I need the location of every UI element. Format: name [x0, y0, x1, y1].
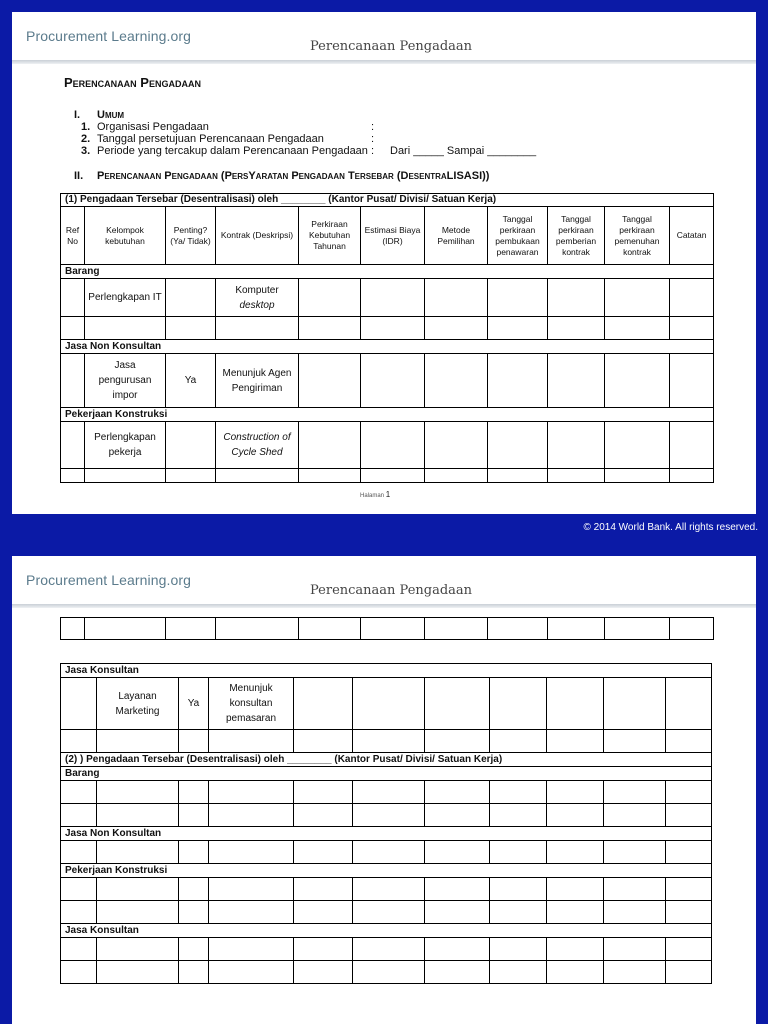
section-2-number: II. — [74, 170, 84, 182]
item-colon: : — [371, 121, 375, 133]
item-number: 2. — [81, 133, 91, 145]
period-range: Dari _____ Sampai ________ — [390, 145, 537, 157]
table-row — [61, 678, 712, 730]
cell-kontrak: Menunjuk Agen Pengiriman — [216, 354, 299, 408]
group-barang: Barang — [61, 265, 714, 279]
umum-item-3 — [81, 145, 561, 158]
table-row — [61, 804, 712, 827]
group-jasa-konsultan: Jasa Konsultan — [61, 924, 712, 938]
page-label: Halaman — [360, 493, 385, 499]
procurement-table-1 — [60, 193, 714, 483]
header-divider — [12, 60, 756, 64]
cell-kelompok: Perlengkapan IT — [85, 279, 166, 317]
table-row — [61, 938, 712, 961]
cell-penting: Ya — [179, 678, 209, 730]
procurement-table-1-continued — [60, 617, 714, 640]
cell-penting: Ya — [166, 354, 216, 408]
section-2-title: Perencanaan Pengadaan (PersYaratan Pengadaan Tersebar (DesentraLISASI)) — [97, 170, 490, 182]
item-number: 1. — [81, 121, 91, 133]
col-header-metode: Metode Pemilihan — [425, 207, 488, 265]
kontrak-line-2: desktop — [239, 299, 275, 311]
col-header-kelompok: Kelompok kebutuhan — [85, 207, 166, 265]
table-row — [61, 730, 712, 753]
cell-kelompok: Jasa pengurusan impor — [85, 354, 166, 408]
brand-logo-text: Procurement Learning.org — [26, 28, 192, 44]
group-barang: Barang — [61, 767, 712, 781]
procurement-table-2 — [60, 663, 712, 984]
document-page-1 — [12, 12, 756, 514]
group-pekerjaan-konstruksi: Pekerjaan Konstruksi — [61, 408, 714, 422]
section-1-title: Umum — [97, 109, 125, 121]
cell-kelompok: Perlengkapan pekerja — [85, 422, 166, 469]
group-pekerjaan-konstruksi: Pekerjaan Konstruksi — [61, 864, 712, 878]
table-row — [61, 841, 712, 864]
table-row — [61, 279, 714, 317]
col-header-tanggal-pemenuhan: Tanggal perkiraan pemenuhan kontrak — [605, 207, 670, 265]
header-divider — [12, 604, 756, 608]
cell-kontrak: Menunjuk konsultan pemasaran — [209, 678, 294, 730]
table-2-title: (2) ) Pengadaan Tersebar (Desentralisasi) oleh ________ (Kantor Pusat/ Divisi/ Satuan Kerja) — [61, 753, 712, 767]
group-jasa-konsultan: Jasa Konsultan — [61, 664, 712, 678]
table-row — [61, 354, 714, 408]
col-header-tanggal-pemberian: Tanggal perkiraan pemberian kontrak — [548, 207, 605, 265]
section-1-number: I. — [74, 109, 81, 121]
page-footer — [360, 490, 390, 499]
kontrak-line-1: Komputer — [235, 284, 279, 296]
table-row — [61, 618, 714, 640]
table-row — [61, 878, 712, 901]
cell-kontrak — [216, 279, 299, 317]
col-header-penting: Penting? (Ya/ Tidak) — [166, 207, 216, 265]
cell-kontrak: Construction of Cycle Shed — [216, 422, 299, 469]
col-header-catatan: Catatan — [670, 207, 714, 265]
header-title: Perencanaan Pengadaan — [310, 583, 473, 598]
col-header-tanggal-pembukaan: Tanggal perkiraan pembukaan penawaran — [488, 207, 548, 265]
item-text: Periode yang tercakup dalam Perencanaan Pengadaan : — [97, 145, 375, 157]
item-text: Tanggal persetujuan Perencanaan Pengadaan — [97, 133, 324, 145]
table-row — [61, 901, 712, 924]
col-header-estimasi: Estimasi Biaya (IDR) — [361, 207, 425, 265]
table-row — [61, 317, 714, 340]
header-title: Perencanaan Pengadaan — [310, 39, 473, 54]
item-colon: : — [371, 133, 375, 145]
brand-logo-text: Procurement Learning.org — [26, 572, 192, 588]
table-row — [61, 469, 714, 483]
document-title: Perencanaan Pengadaan — [64, 75, 201, 90]
copyright-notice: © 2014 World Bank. All rights reserved. — [583, 522, 758, 533]
table-row — [61, 422, 714, 469]
page-number: 1 — [385, 490, 391, 499]
item-number: 3. — [81, 145, 91, 157]
table-row — [61, 781, 712, 804]
item-text: Organisasi Pengadaan — [97, 121, 209, 133]
col-header-perkiraan: Perkiraan Kebutuhan Tahunan — [299, 207, 361, 265]
document-page-2 — [12, 556, 756, 1024]
cell-kelompok: Layanan Marketing — [97, 678, 179, 730]
table-1-title: (1) Pengadaan Tersebar (Desentralisasi) oleh ________ (Kantor Pusat/ Divisi/ Satuan Kerja) — [61, 194, 714, 207]
col-header-ref-no: Ref No — [61, 207, 85, 265]
group-jasa-non-konsultan: Jasa Non Konsultan — [61, 340, 714, 354]
group-jasa-non-konsultan: Jasa Non Konsultan — [61, 827, 712, 841]
col-header-kontrak: Kontrak (Deskripsi) — [216, 207, 299, 265]
table-row — [61, 961, 712, 984]
